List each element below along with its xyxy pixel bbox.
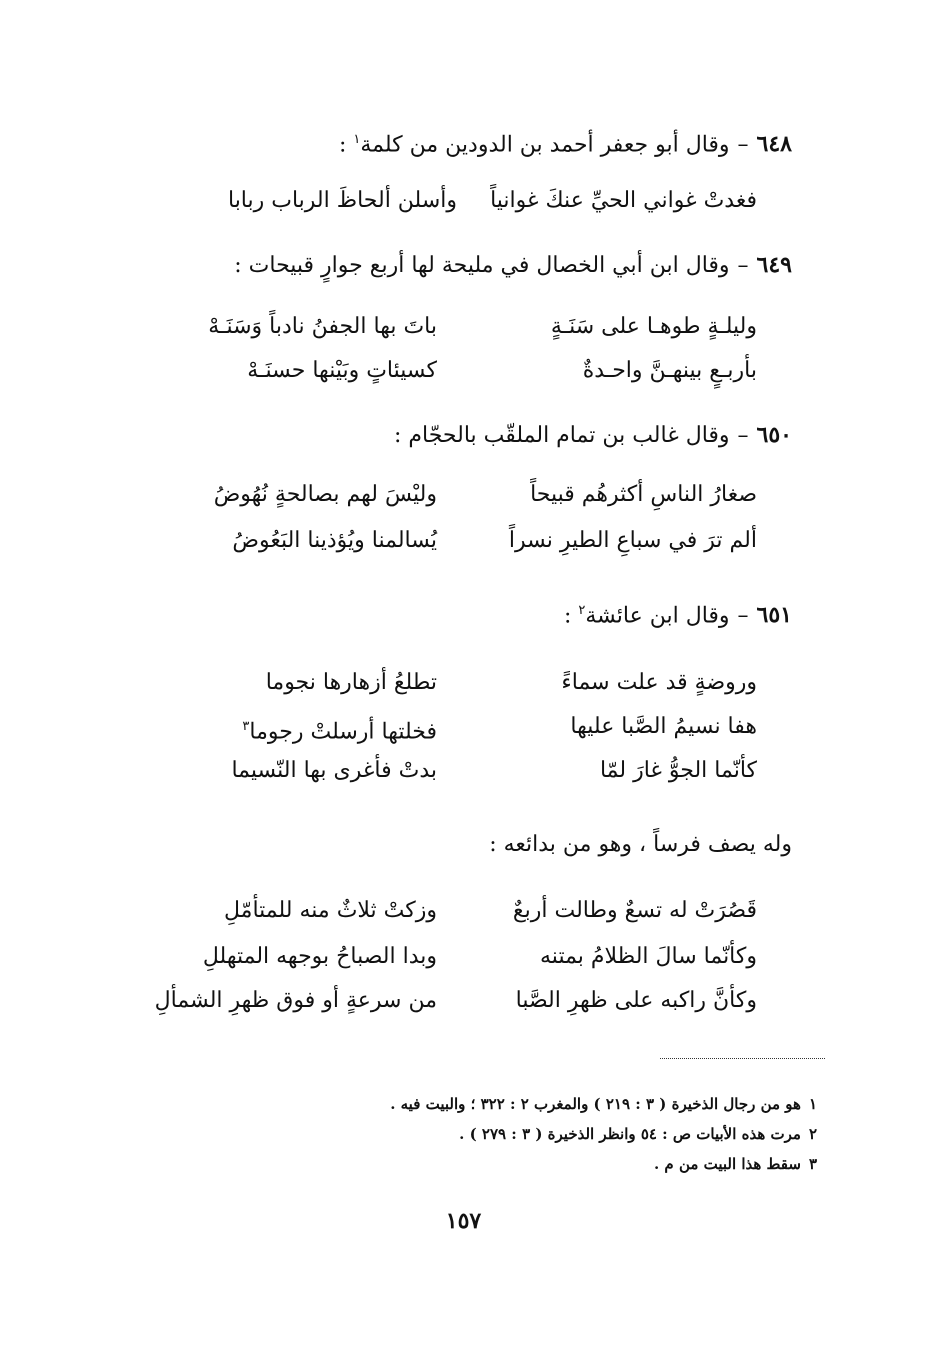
section-intro: وله يصف فرساً ، وهو من بدائعه : xyxy=(489,832,792,857)
verse-second-hemistich: وأسلن ألحاظَ الرباب ربابا xyxy=(227,188,457,213)
dash: – xyxy=(737,423,749,448)
footnote-ref: ١ xyxy=(353,132,361,147)
verse-first-hemistich: كأنّما الجوُّ غارَ لمّا xyxy=(599,758,757,783)
footnote-ref: ٢ xyxy=(578,603,586,618)
hemistich-text: فخلتها أرسلتْ رجوما xyxy=(249,719,437,745)
verse-first-hemistich: وروضةٍ قد علت سماءً xyxy=(561,670,757,695)
footnote-ref: ٣ xyxy=(242,719,250,734)
entry-heading xyxy=(394,420,792,451)
entry-heading xyxy=(564,596,792,631)
entry-intro: وقال ابن عائشة xyxy=(585,603,730,629)
footnote xyxy=(390,1093,817,1115)
verse-first-hemistich: قَصُرَتْ له تسعٌ وطالت أربعٌ xyxy=(512,898,757,923)
footnote xyxy=(459,1123,817,1145)
page-number: ١٥٧ xyxy=(445,1208,482,1234)
verse-first-hemistich: صغارُ الناسِ أكثرهُم قبيحاً xyxy=(530,482,757,507)
footnote-text: سقط هذا البيت من م . xyxy=(653,1155,801,1173)
entry-number: ٦٤٨ xyxy=(756,131,792,158)
entry-heading xyxy=(234,250,792,281)
verse-first-hemistich: هفا نسيمُ الصَّبا عليها xyxy=(570,714,757,739)
entry-intro: وقال أبو جعفر أحمد بن الدودين من كلمة xyxy=(360,132,730,158)
footnote-number: ٢ xyxy=(808,1125,817,1143)
verse-second-hemistich: باتَ بها الجفنُ نادباً وَسَنَـهْ xyxy=(208,314,437,339)
footnote-text: مرت هذه الأبيات ص : ٥٤ وانظر الذخيرة ( ٣ : ٢٧٩ ) . xyxy=(459,1125,801,1143)
footnote-number: ٣ xyxy=(808,1155,817,1173)
entry-intro: وقال ابن أبي الخصال في مليحة لها أربع جوارٍ قبيحات : xyxy=(234,253,730,278)
entry-intro: وقال غالب بن تمام الملقّب بالحجّام : xyxy=(393,423,730,448)
verse-second-hemistich: وبدا الصباحُ بوجهه المتهللِ xyxy=(202,944,437,969)
verse-first-hemistich: فغدتْ غواني الحيِّ عنكَ غوانياً xyxy=(490,188,757,213)
dash: – xyxy=(737,132,749,158)
entry-number: ٦٥٠ xyxy=(756,422,792,448)
footnote-separator xyxy=(660,1058,825,1059)
verse-second-hemistich: كسيئاتٍ وبَيْنها حسنَـهْ xyxy=(247,358,437,383)
verse-second-hemistich: تطلعُ أزهارها نجوما xyxy=(265,670,437,695)
entry-number: ٦٥١ xyxy=(756,602,792,629)
footnote xyxy=(654,1153,817,1175)
verse-second-hemistich xyxy=(242,712,437,747)
footnote-text: هو من رجال الذخيرة ( ٣ : ٢١٩ ) والمغرب ٢ : ٣٢٢ ؛ والبيت فيه . xyxy=(390,1095,801,1113)
verse-first-hemistich: وكأنّما سالَ الظلامُ بمتنه xyxy=(540,944,757,969)
verse-first-hemistich: وكأنَّ راكبه على ظهرِ الصَّبا xyxy=(515,988,757,1013)
colon: : xyxy=(338,132,347,158)
footnote-number: ١ xyxy=(808,1095,817,1113)
verse-first-hemistich: وليلـةٍ طوهـا على سَنَـةٍ xyxy=(550,314,757,339)
entry-heading xyxy=(339,125,792,160)
dash: – xyxy=(737,253,749,278)
colon: : xyxy=(563,603,572,629)
verse-second-hemistich: وزكتْ ثلاثٌ منه للمتأمّلِ xyxy=(224,898,437,923)
verse-first-hemistich: ألم ترَ في سباعِ الطيرِ نسراً xyxy=(508,528,757,553)
verse-second-hemistich: وليْسَ لهم بصالحةٍ نُهُوضُ xyxy=(213,482,437,507)
verse-second-hemistich: بدتْ فأغرى بها النّسيما xyxy=(231,758,437,783)
verse-second-hemistich: يُسالمنا ويُؤذينا البَعُوضُ xyxy=(232,528,437,553)
dash: – xyxy=(737,603,749,629)
entry-number: ٦٤٩ xyxy=(756,252,792,278)
verse-second-hemistich: من سرعةٍ أو فوق ظهرِ الشمألِ xyxy=(154,988,437,1013)
verse-first-hemistich: بأربـعٍ بينهـنَّ واحـدةٌ xyxy=(582,358,757,383)
